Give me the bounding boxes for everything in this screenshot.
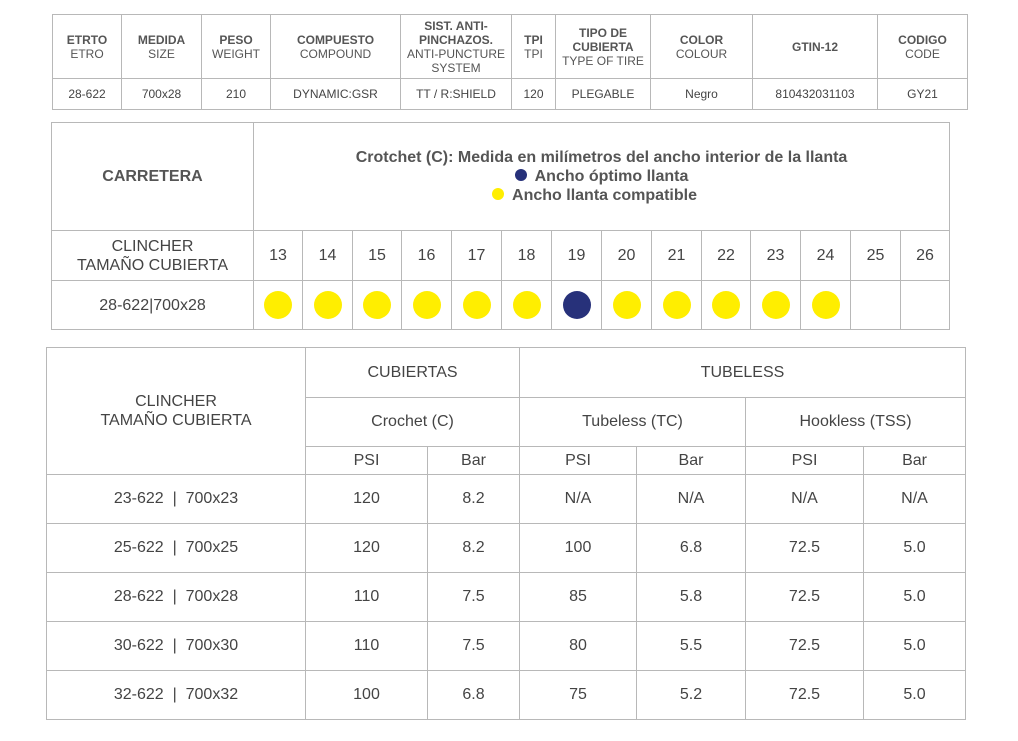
pressure-value-cell: 110 — [306, 573, 428, 622]
compat-row-header: CLINCHER TAMAÑO CUBIERTA — [52, 231, 254, 281]
pressure-value-cell: 7.5 — [428, 622, 520, 671]
legend-compatible: Ancho llanta compatible — [240, 186, 949, 205]
spec-header-colour: COLOR COLOUR — [651, 15, 753, 79]
table-row — [47, 524, 966, 573]
rim-width-cell: 16 — [402, 231, 452, 281]
rim-width-cell: 18 — [502, 231, 552, 281]
spec-header-weight: PESO WEIGHT — [202, 15, 271, 79]
pressure-value-cell: 100 — [520, 524, 637, 573]
pressure-value-cell: 72.5 — [746, 622, 864, 671]
rim-mark-cell — [652, 281, 702, 330]
pressure-value-cell: 5.0 — [864, 573, 966, 622]
rim-mark-cell — [751, 281, 801, 330]
compatible-circle-icon — [413, 291, 441, 319]
sub-crochet: Crochet (C) — [306, 398, 520, 447]
pressure-value-cell: 6.8 — [637, 524, 746, 573]
rim-mark-cell — [502, 281, 552, 330]
specs-header-row — [53, 15, 968, 79]
compatible-circle-icon — [613, 291, 641, 319]
unit-header: Bar — [428, 447, 520, 475]
rim-mark-cell — [602, 281, 652, 330]
sub-hookless: Hookless (TSS) — [746, 398, 966, 447]
rim-width-cell: 24 — [801, 231, 851, 281]
compatible-circle-icon — [663, 291, 691, 319]
pressure-value-cell: N/A — [637, 475, 746, 524]
tire-size-cell: 23-622 | 700x23 — [47, 475, 306, 524]
compatible-circle-icon — [812, 291, 840, 319]
rim-width-cell: 22 — [702, 231, 751, 281]
rim-mark-cell — [254, 281, 303, 330]
specs-value-row — [53, 79, 968, 110]
compatible-circle-icon — [463, 291, 491, 319]
table-row — [47, 573, 966, 622]
rim-width-cell: 14 — [303, 231, 353, 281]
pressure-value-cell: 120 — [306, 524, 428, 573]
compat-category: CARRETERA — [52, 123, 254, 231]
rim-width-cell: 17 — [452, 231, 502, 281]
spec-value-etrto: 28-622 — [53, 79, 122, 110]
pressure-value-cell: N/A — [746, 475, 864, 524]
spec-value-colour: Negro — [651, 79, 753, 110]
spec-value-code: GY21 — [878, 79, 968, 110]
rim-mark-cell — [402, 281, 452, 330]
rim-width-cell: 21 — [652, 231, 702, 281]
rim-mark-cell — [801, 281, 851, 330]
unit-header: PSI — [520, 447, 637, 475]
compatible-circle-icon — [314, 291, 342, 319]
table-row — [47, 475, 966, 524]
pressure-value-cell: 80 — [520, 622, 637, 671]
optimal-circle-icon — [563, 291, 591, 319]
rim-mark-cell — [552, 281, 602, 330]
group-cubiertas: CUBIERTAS — [306, 348, 520, 398]
rim-width-cell: 25 — [851, 231, 901, 281]
pressure-value-cell: 75 — [520, 671, 637, 720]
spec-value-gtin: 810432031103 — [753, 79, 878, 110]
rim-width-cell: 13 — [254, 231, 303, 281]
rim-mark-cell — [702, 281, 751, 330]
compatible-dot-icon — [492, 188, 504, 200]
pressure-value-cell: 8.2 — [428, 524, 520, 573]
compatible-circle-icon — [712, 291, 740, 319]
specs-table — [52, 14, 968, 110]
compat-width-row — [52, 231, 950, 281]
spec-value-size: 700x28 — [122, 79, 202, 110]
pressure-value-cell: 72.5 — [746, 573, 864, 622]
rim-mark-cell — [353, 281, 402, 330]
pressure-value-cell: 100 — [306, 671, 428, 720]
legend-optimal: Ancho óptimo llanta — [254, 167, 949, 186]
spec-header-size: MEDIDA SIZE — [122, 15, 202, 79]
pressure-value-cell: N/A — [864, 475, 966, 524]
unit-header: PSI — [306, 447, 428, 475]
spec-header-code: CODIGO CODE — [878, 15, 968, 79]
unit-header: Bar — [637, 447, 746, 475]
spec-header-gtin: GTIN-12 — [753, 15, 878, 79]
rim-mark-cell — [452, 281, 502, 330]
pressure-value-cell: 5.5 — [637, 622, 746, 671]
compatible-circle-icon — [363, 291, 391, 319]
pressure-value-cell: 72.5 — [746, 671, 864, 720]
compat-title: Crotchet (C): Medida en milímetros del ancho interior de la llanta — [355, 149, 848, 166]
optimal-dot-icon — [515, 169, 527, 181]
spec-value-tpi: 120 — [512, 79, 556, 110]
pressure-value-cell: 5.0 — [864, 622, 966, 671]
pressure-value-cell: 85 — [520, 573, 637, 622]
tire-size-cell: 28-622 | 700x28 — [47, 573, 306, 622]
tire-size-cell: 25-622 | 700x25 — [47, 524, 306, 573]
compatible-circle-icon — [264, 291, 292, 319]
compat-tire-size: 28-622|700x28 — [52, 281, 254, 330]
group-tubeless: TUBELESS — [520, 348, 966, 398]
pressure-value-cell: 110 — [306, 622, 428, 671]
compat-legend-cell — [254, 123, 950, 231]
rim-mark-cell — [303, 281, 353, 330]
rim-width-cell: 19 — [552, 231, 602, 281]
tire-size-cell: 32-622 | 700x32 — [47, 671, 306, 720]
pressure-value-cell: 5.0 — [864, 524, 966, 573]
pressure-value-cell: N/A — [520, 475, 637, 524]
unit-header: PSI — [746, 447, 864, 475]
pressure-corner: CLINCHER TAMAÑO CUBIERTA — [47, 348, 306, 475]
rim-width-cell: 26 — [901, 231, 950, 281]
pressure-value-cell: 72.5 — [746, 524, 864, 573]
table-row — [47, 622, 966, 671]
tire-size-cell: 30-622 | 700x30 — [47, 622, 306, 671]
spec-header-tire-type: TIPO DE CUBIERTA TYPE OF TIRE — [556, 15, 651, 79]
spec-header-etrto: ETRTO ETRO — [53, 15, 122, 79]
spec-header-compound: COMPUESTO COMPOUND — [271, 15, 401, 79]
compatible-circle-icon — [513, 291, 541, 319]
spec-header-antipuncture: SIST. ANTI- PINCHAZOS. ANTI-PUNCTURE SYSTEM — [401, 15, 512, 79]
rim-width-cell: 23 — [751, 231, 801, 281]
spec-value-antipuncture: TT / R:SHIELD — [401, 79, 512, 110]
pressure-value-cell: 7.5 — [428, 573, 520, 622]
rim-width-cell: 15 — [353, 231, 402, 281]
rim-width-cell: 20 — [602, 231, 652, 281]
spec-header-tpi: TPI TPI — [512, 15, 556, 79]
rim-mark-cell — [901, 281, 950, 330]
compat-header-row — [52, 123, 950, 231]
pressure-group-row — [47, 348, 966, 398]
rim-compatibility-table — [51, 122, 950, 330]
pressure-value-cell: 120 — [306, 475, 428, 524]
spec-value-tire-type: PLEGABLE — [556, 79, 651, 110]
pressure-value-cell: 5.2 — [637, 671, 746, 720]
pressure-value-cell: 6.8 — [428, 671, 520, 720]
table-row — [47, 671, 966, 720]
pressure-table — [46, 347, 966, 720]
pressure-value-cell: 5.0 — [864, 671, 966, 720]
spec-value-compound: DYNAMIC:GSR — [271, 79, 401, 110]
spec-value-weight: 210 — [202, 79, 271, 110]
sub-tubeless: Tubeless (TC) — [520, 398, 746, 447]
compat-mark-row — [52, 281, 950, 330]
rim-mark-cell — [851, 281, 901, 330]
compatible-circle-icon — [762, 291, 790, 319]
unit-header: Bar — [864, 447, 966, 475]
pressure-value-cell: 8.2 — [428, 475, 520, 524]
pressure-body — [47, 475, 966, 720]
pressure-value-cell: 5.8 — [637, 573, 746, 622]
